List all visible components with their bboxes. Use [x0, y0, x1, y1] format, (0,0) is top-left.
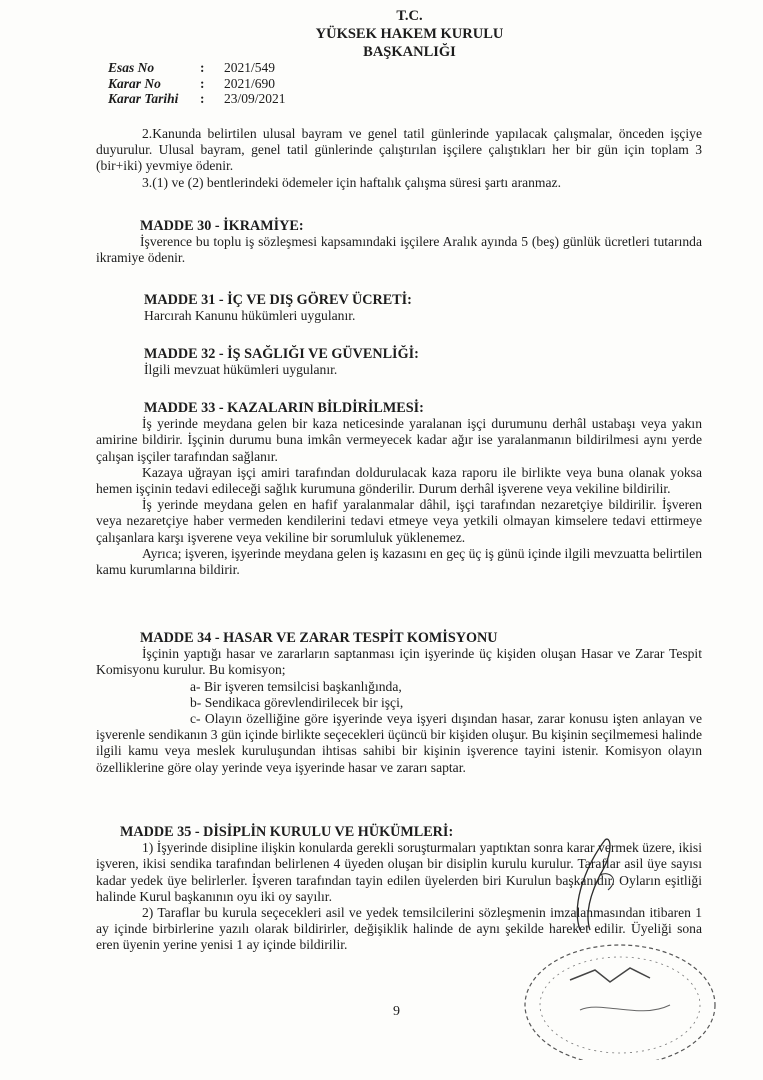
paragraph: Ayrıca; işveren, işyerinde meydana gelen iş kazasını en geç üç iş günü içinde ilgili mevzuatta belirtilen kamu kurumlarına bildirir. [96, 545, 702, 578]
paragraph: Kazaya uğrayan işçi amiri tarafından doldurulacak kaza raporu ile birlikte veya buna olanak yoksa hemen işçinin tedavi edileceği sağlık kurumuna gönderilir. Durum derhâl işverene veya vekiline bildirilir. [96, 464, 702, 497]
paragraph: İlgili mevzuat hükümleri uygulanır. [144, 362, 338, 378]
list-item: c- Olayın özelliğine göre işyerinde veya işyeri dışından hasar, zarar konusu işten anlayan ve işverenle sendikanın 3 gün içinde birlikte seçecekleri üçüncü bir kişiden oluşur. Bu kişinin seçilmemesi halinde ilgili kamu veya meslek kuruluşundan ihtisas sahibi bir kişinin işverence tayini istenir. Komisyon olayın özelliklerine göre olay yerinde veya işyerinde hasar ve zararı saptar. [96, 711, 702, 775]
list-item: b- Sendikaca görevlendirilecek bir işçi, [190, 694, 404, 710]
header-institution: YÜKSEK HAKEM KURULU [315, 26, 504, 42]
paragraph: Harcırah Kanunu hükümleri uygulanır. [144, 308, 356, 324]
paragraph: İşverence bu toplu iş sözleşmesi kapsamındaki işçilere Aralık ayında 5 (beş) günlük ücretleri tutarında ikramiye ödenir. [96, 234, 702, 266]
case-metadata [108, 60, 286, 107]
article-heading: MADDE 31 - İÇ VE DIŞ GÖREV ÜCRETİ: [144, 292, 412, 308]
article-32 [96, 346, 702, 378]
paragraph: İş yerinde meydana gelen bir kaza neticesinde yaralanan işçi durumunu derhâl ustabaşı veya yakın amirine bildirir. İşçinin durumu buna imkân vermeyecek kadar ağır ise yaralanmanın bildirilmesi aynı yerde çalışan işçiler tarafından sağlanır. [96, 416, 702, 464]
article-heading: MADDE 32 - İŞ SAĞLIĞI VE GÜVENLİĞİ: [144, 346, 419, 362]
list-item: a- Bir işveren temsilcisi başkanlığında, [190, 678, 402, 694]
header-tc: T.C. [396, 8, 423, 24]
meta-row-karar [108, 76, 286, 92]
article-heading: MADDE 35 - DİSİPLİN KURULU VE HÜKÜMLERİ: [120, 824, 454, 840]
article-34 [96, 630, 702, 776]
article-heading: MADDE 30 - İKRAMİYE: [140, 218, 304, 234]
meta-colon: : [200, 75, 205, 91]
meta-row-tarih [108, 91, 286, 107]
article-33 [96, 400, 702, 578]
article-heading: MADDE 34 - HASAR VE ZARAR TESPİT KOMİSYONU [140, 630, 498, 646]
meta-value: 2021/549 [224, 60, 276, 75]
article-heading: MADDE 33 - KAZALARIN BİLDİRİLMESİ: [144, 400, 424, 416]
article-30 [96, 218, 702, 267]
header-presidency: BAŞKANLIĞI [363, 44, 456, 60]
article-31 [96, 292, 702, 324]
page-number: 9 [393, 1004, 400, 1019]
meta-value: 23/09/2021 [224, 91, 286, 106]
meta-colon: : [200, 60, 205, 75]
paragraph: 1) İşyerinde disipline ilişkin konularda gerekli soruşturmaları yaptıktan sonra karar vermek üzere, ikisi işveren, ikisi sendika tarafından belirlenen 4 üyeden oluşan bir disiplin kurulu kurulur. Taraflar asil üye sayısı kadar yedek üye belirlerler. İşveren tarafından tayin edilen üyelerden biri Kurulun başkanıdır. Oyların eşitliği halinde Kurul başkanının oyu iki oy sayılır. [96, 840, 702, 904]
paragraph: İş yerinde meydana gelen en hafif yaralanmalar dâhil, işçi tarafından nezaretçiye bildirilir. İşveren veya nezaretçiye haber vermeden kendilerini tedavi etmeye veya yetkili olmayan kimselere tedavi ettirmeye çalışanlara karşı işverene veya vekiline bir sorumluluk yüklenemez. [96, 497, 702, 545]
meta-label: Karar No [108, 75, 161, 91]
meta-row-esas [108, 60, 286, 76]
paragraph: 3.(1) ve (2) bentlerindeki ödemeler için haftalık çalışma süresi şartı aranmaz. [142, 174, 561, 190]
official-stamp [500, 920, 730, 1060]
paragraph: 2.Kanunda belirtilen ulusal bayram ve genel tatil günlerinde yapılacak çalışmalar, önceden işçiye duyurulur. Ulusal bayram, genel tatil günlerinde çalıştırılan işçilere çalıştıkları her bir gün için toplam 3 (bir+iki) yevmiye ödenir. [96, 126, 702, 174]
paragraph: 2) Taraflar bu kurula seçecekleri asil ve yedek temsilcilerini sözleşmenin imzalanmasından itibaren 1 ay içinde birbirlerine yazılı olarak bildirirler, değişiklik halinde de aynı şekilde hareket edilir. Üyeliği sona eren üyenin yerine yenisi 1 ay içinde bildirilir. [96, 905, 702, 953]
article-29-continued [96, 126, 702, 191]
meta-value: 2021/690 [224, 75, 276, 91]
meta-label: Karar Tarihi [108, 91, 179, 106]
meta-label: Esas No [108, 60, 155, 75]
meta-colon: : [200, 91, 205, 106]
paragraph: İşçinin yaptığı hasar ve zararların saptanması için işyerinde üç kişiden oluşan Hasar ve Zarar Tespit Komisyonu kurulur. Bu komisyon; [96, 646, 702, 678]
